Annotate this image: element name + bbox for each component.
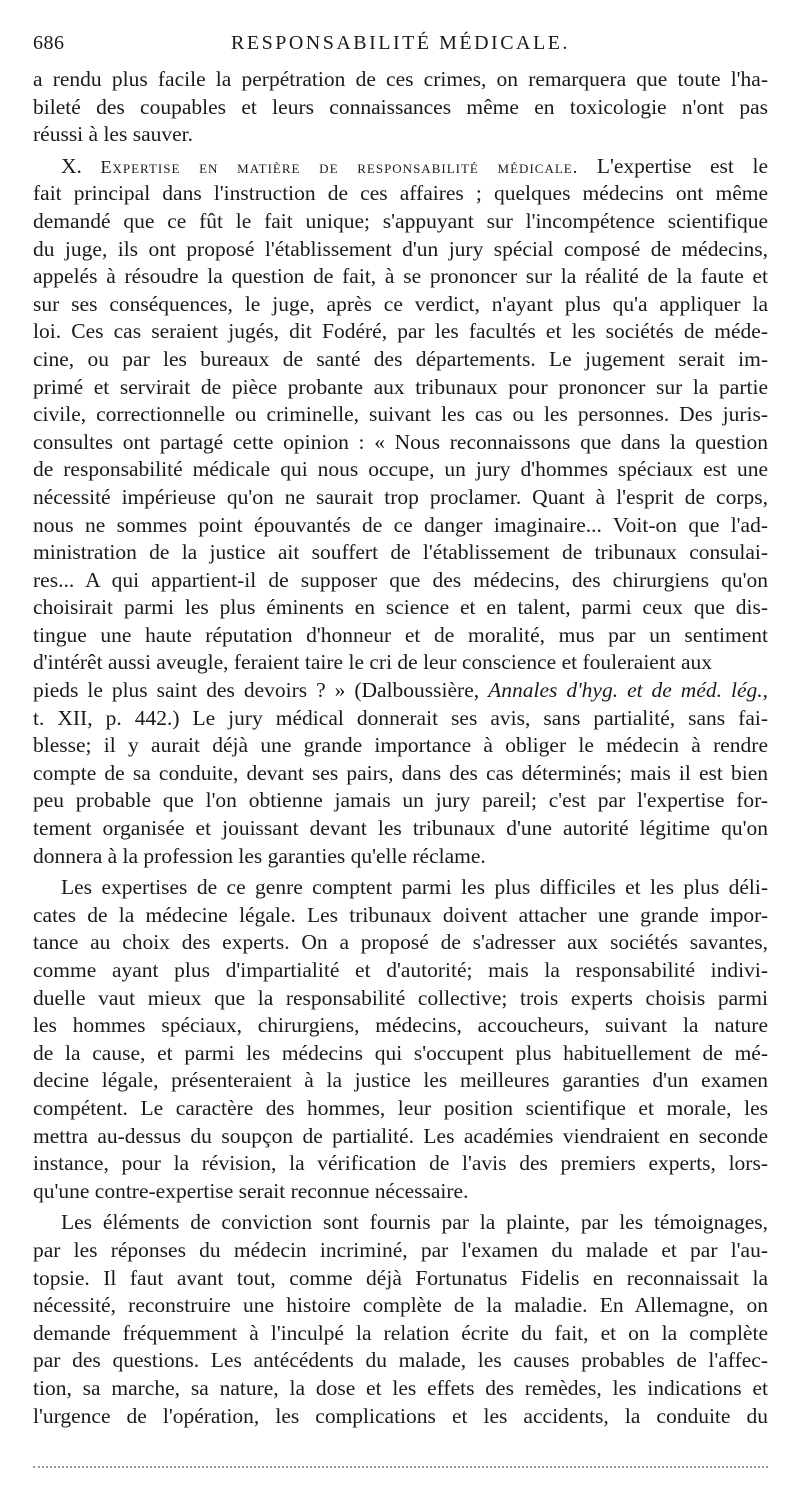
text-line: mettra au-dessus du soupçon de partialité. Les académies viendraient en seconde	[33, 1123, 768, 1148]
text-line: consultes ont partagé cette opinion : « Nous reconnaissons que dans la question	[33, 429, 768, 454]
text-line: t. XII, p. 442.) Le jury médical donnerait ses avis, sans partialité, sans fai-	[33, 705, 768, 730]
text-line: peu probable que l'on obtienne jamais un jury pareil; c'est par l'expertise for-	[33, 788, 768, 813]
text-line: tance au choix des experts. On a proposé de s'adresser aux sociétés savantes,	[33, 930, 768, 955]
text-line: sur ses conséquences, le juge, après ce verdict, n'ayant plus qu'a appliquer la	[33, 291, 768, 316]
running-header	[33, 30, 768, 66]
text-line: topsie. Il faut avant tout, comme déjà Fortunatus Fidelis en reconnaissait la	[33, 1265, 768, 1290]
text-line: qu'une contre-expertise serait reconnue nécessaire.	[33, 1178, 469, 1203]
text-line: du juge, ils ont proposé l'établissement d'un jury spécial composé de médecins,	[33, 236, 768, 261]
text-line: bileté des coupables et leurs connaissances même en toxicologie n'ont pas	[33, 94, 768, 119]
text-line: loi. Ces cas seraient jugés, dit Fodéré, par les facultés et les sociétés de méde-	[33, 319, 768, 344]
paragraph-2	[33, 153, 768, 870]
text-line: compétent. Le caractère des hommes, leur position scientifique et morale, les	[33, 1095, 768, 1120]
section-title: Expertise en matière de responsabilité médicale.	[100, 156, 579, 177]
section-heading-line	[33, 153, 768, 181]
text-line: nécessité impérieuse qu'on ne saurait trop proclamer. Quant à l'esprit de corps,	[33, 484, 768, 509]
text-line: ministration de la justice ait souffert de l'établissement de tribunaux consulai-	[33, 540, 768, 565]
text-line: civile, correctionnelle ou criminelle, suivant les cas ou les personnes. Des juris-	[33, 402, 768, 427]
text-line: tement organisée et jouissant devant les tribunaux d'une autorité légitime qu'on	[33, 816, 768, 841]
citation-line	[33, 677, 768, 705]
text-line: demandé que ce fût le fait unique; s'appuyant sur l'incompétence scientifique	[33, 208, 768, 233]
paragraph-1	[33, 66, 768, 149]
text-line: appelés à résoudre la question de fait, à se prononcer sur la réalité de la faute et	[33, 264, 768, 289]
footer-rule	[33, 1466, 768, 1468]
text-line: choisirait parmi les plus éminents en science et en talent, parmi ceux que dis-	[33, 595, 768, 620]
page-number: 686	[33, 32, 65, 54]
text-line: l'urgence de l'opération, les complications et les accidents, la conduite du	[33, 1403, 768, 1428]
text-line: réussi à les sauver.	[33, 122, 194, 147]
text-line: de la cause, et parmi les médecins qui s'occupent plus habituellement de mé-	[33, 1040, 768, 1065]
text-line: cates de la médecine légale. Les tribunaux doivent attacher une grande impor-	[33, 902, 768, 927]
text-line: cine, ou par les bureaux de santé des départements. Le jugement serait im-	[33, 346, 768, 371]
text-line: tion, sa marche, sa nature, la dose et les effets des remèdes, les indications et	[33, 1375, 768, 1400]
text-line: donnera à la profession les garanties qu'elle réclame.	[33, 843, 486, 868]
text-line: par des questions. Les antécédents du malade, les causes probables de l'affec-	[33, 1348, 768, 1373]
text-line: compte de sa conduite, devant ses pairs, dans des cas déterminés; mais il est bien	[33, 760, 768, 785]
text-line: decine légale, présenteraient à la justice les meilleures garanties d'un examen	[33, 1068, 768, 1093]
paragraph-4	[33, 1209, 768, 1430]
running-title: RESPONSABILITÉ MÉDICALE.	[231, 32, 570, 54]
paragraph-2-tail	[33, 705, 768, 871]
text-line: par les réponses du médecin incriminé, par l'examen du malade et par l'au-	[33, 1237, 768, 1262]
citation-journal: Annales d'hyg. et de méd. lég.	[488, 678, 763, 703]
text-line: de responsabilité médicale qui nous occupe, un jury d'hommes spéciaux est une	[33, 457, 768, 482]
text-line: Les expertises de ce genre comptent parmi les plus difficiles et les plus déli-	[61, 875, 768, 900]
text-line: fait principal dans l'instruction de ces affaires ; quelques médecins ont même	[33, 181, 768, 206]
text-line: Les éléments de conviction sont fournis par la plainte, par les témoignages,	[61, 1210, 768, 1235]
text-line: tingue une haute réputation d'honneur et de moralité, mus par un sentiment	[33, 622, 768, 647]
citation-text-b: ,	[762, 678, 768, 703]
paragraph-2-body	[33, 180, 768, 677]
text-line: instance, pour la révision, la vérification de l'avis des premiers experts, lors-	[33, 1151, 768, 1176]
text-line: nécessité, reconstruire une histoire complète de la maladie. En Allemagne, on	[33, 1293, 768, 1318]
page	[33, 30, 768, 1430]
section-lead-text: L'expertise est le	[596, 153, 768, 178]
text-line: primé et servirait de pièce probante aux tribunaux pour prononcer sur la partie	[33, 374, 768, 399]
text-line: les hommes spéciaux, chirurgiens, médecins, accoucheurs, suivant la nature	[33, 1013, 768, 1038]
citation-text-a: pieds le plus saint des devoirs ? » (Dalboussière,	[33, 678, 480, 703]
text-line: res... A qui appartient-il de supposer que des médecins, des chirurgiens qu'on	[33, 567, 768, 592]
text-line: duelle vaut mieux que la responsabilité collective; trois experts choisis parmi	[33, 985, 768, 1010]
text-line: comme ayant plus d'impartialité et d'autorité; mais la responsabilité indivi-	[33, 958, 768, 982]
text-line: d'intérêt aussi aveugle, feraient taire le cri de leur conscience et fouleraient aux	[33, 650, 712, 675]
text-line: blesse; il y aurait déjà une grande importance à obliger le médecin à rendre	[33, 733, 768, 758]
text-line: a rendu plus facile la perpétration de ces crimes, on remarquera que toute l'ha-	[33, 67, 768, 91]
section-number: X.	[61, 153, 82, 178]
text-line: demande fréquemment à l'inculpé la relation écrite du fait, et on la complète	[33, 1320, 768, 1345]
text-line: nous ne sommes point épouvantés de ce danger imaginaire... Voit-on que l'ad-	[33, 512, 768, 537]
paragraph-3	[33, 874, 768, 1205]
